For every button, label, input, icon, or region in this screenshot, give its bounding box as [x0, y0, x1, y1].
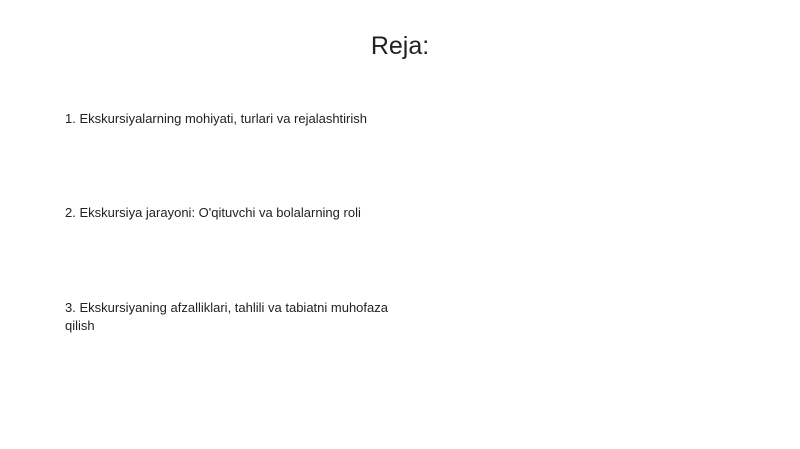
agenda-item: 2. Ekskursiya jarayoni: O'qituvchi va bolalarning roli [65, 205, 361, 220]
agenda-item: 1. Ekskursiyalarning mohiyati, turlari va rejalashtirish [65, 111, 368, 126]
slide-title: Reja: [370, 32, 430, 60]
agenda-item: 3. Ekskursiyaning afzalliklari, tahlili va tabiatni muhofaza qilish [65, 300, 388, 333]
